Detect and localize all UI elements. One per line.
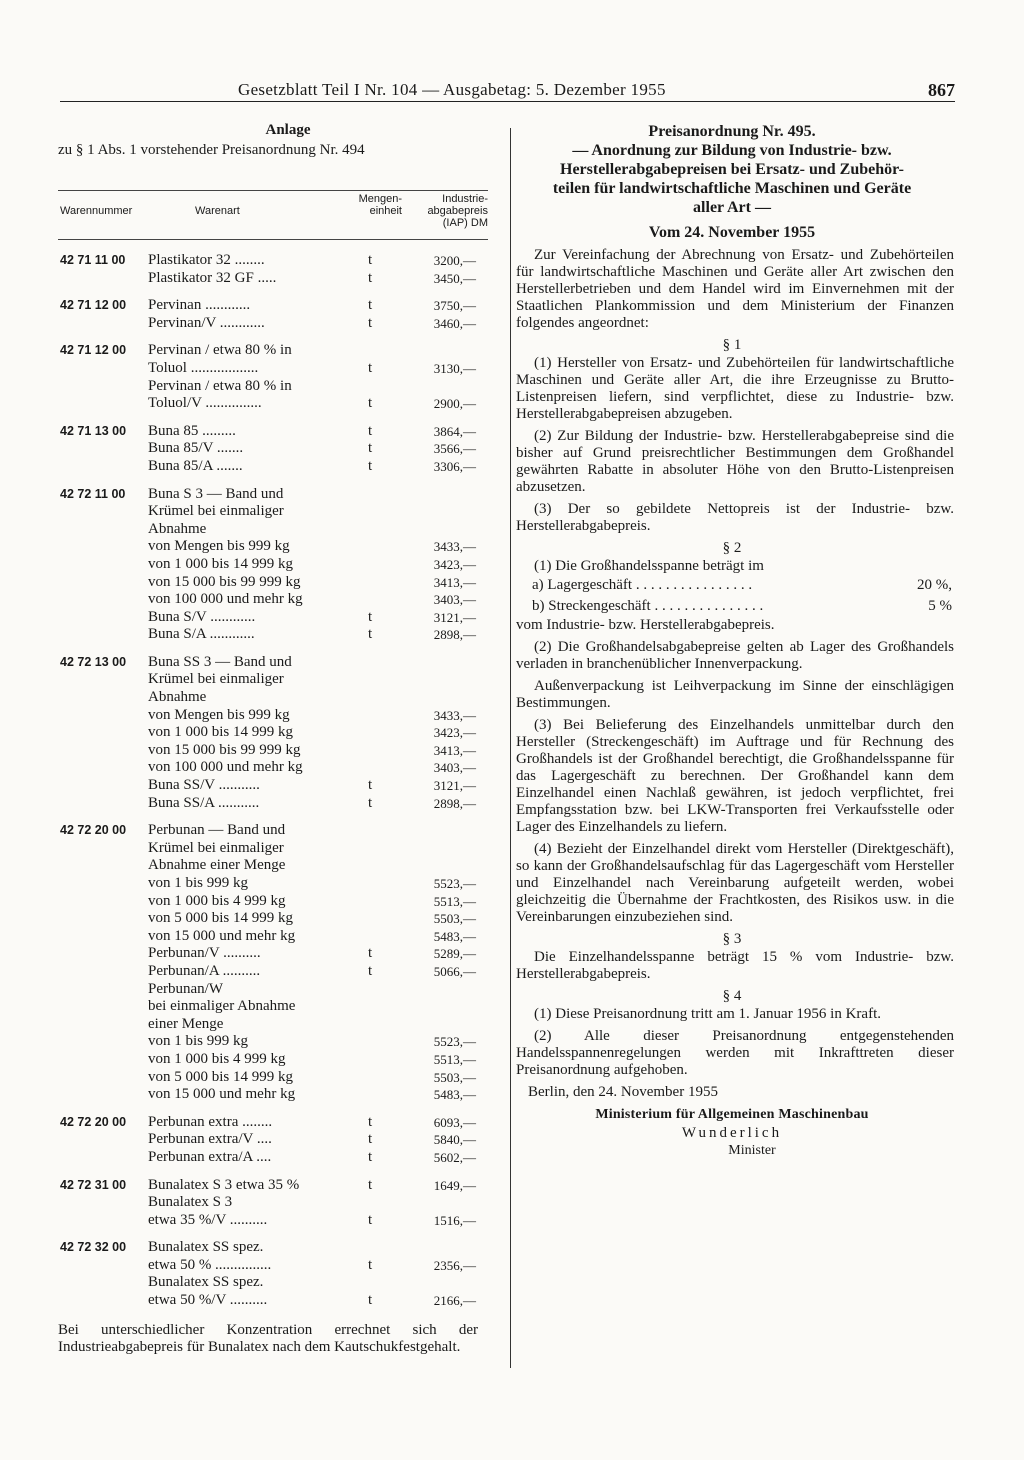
header-rule bbox=[60, 101, 955, 102]
item-unit: t bbox=[368, 1148, 373, 1165]
table-row bbox=[58, 440, 488, 458]
item-description: Perbunan extra/V .... bbox=[148, 1131, 272, 1148]
item-price: 3423,— bbox=[433, 725, 476, 741]
item-description: bei einmaliger Abnahme bbox=[148, 998, 296, 1015]
group-gap bbox=[58, 287, 488, 297]
table-row bbox=[58, 822, 488, 840]
item-description: von 15 000 und mehr kg bbox=[148, 927, 296, 944]
item-description: von 100 000 und mehr kg bbox=[148, 759, 303, 776]
table-row bbox=[58, 857, 488, 875]
item-price: 3450,— bbox=[433, 270, 476, 286]
table-row bbox=[58, 1239, 488, 1257]
item-description: Krümel bei einmaliger bbox=[148, 671, 284, 688]
item-price: 3403,— bbox=[433, 592, 476, 608]
anlage-column bbox=[58, 122, 488, 1355]
item-description: Abnahme bbox=[148, 520, 207, 537]
paragraph: (2) Zur Bildung der Industrie- bzw. Herstellerabgabepreise sind die bisher auf Grund preisrechtlicher Bestimmungen dem Großhandel gewährten Rabatte in absoluter Höhe von den Brutto-Listenpreisen abzusetzen. bbox=[516, 428, 954, 495]
item-description: Pervinan / etwa 80 % in bbox=[148, 377, 292, 394]
item-price: 5523,— bbox=[433, 1034, 476, 1050]
anlage-subtitle: zu § 1 Abs. 1 vorstehender Preisanordnung Nr. 494 bbox=[58, 142, 365, 158]
item-description: etwa 50 % ............... bbox=[148, 1256, 272, 1273]
item-price: 3306,— bbox=[433, 458, 476, 474]
order-title-line: aller Art — bbox=[693, 199, 771, 216]
item-unit: t bbox=[368, 1176, 373, 1193]
table-row bbox=[58, 742, 488, 760]
item-description: Perbunan — Band und bbox=[148, 822, 286, 839]
table-row bbox=[58, 928, 488, 946]
item-price: 2898,— bbox=[433, 627, 476, 643]
item-code: 42 72 31 00 bbox=[60, 1177, 127, 1192]
paragraph: (2) Die Großhandelsabgabepreise gelten ab Lager des Großhandels verladen in branchenüblicher Innenverpackung. bbox=[516, 639, 954, 672]
order-title-line: Herstellerabgabepreisen bei Ersatz- und Zubehör- bbox=[560, 161, 904, 178]
col-preis: Industrie- abgabepreis (IAP) DM bbox=[427, 193, 488, 229]
table-row bbox=[58, 777, 488, 795]
section-heading: § 2 bbox=[722, 540, 742, 556]
item-price: 5840,— bbox=[433, 1132, 476, 1148]
table-row bbox=[58, 759, 488, 777]
group-gap bbox=[58, 1229, 488, 1239]
item-description: von 1 000 bis 14 999 kg bbox=[148, 724, 294, 741]
item-price: 5602,— bbox=[433, 1149, 476, 1165]
table-row bbox=[58, 1069, 488, 1087]
table-row bbox=[58, 1016, 488, 1034]
item-description: Buna S 3 — Band und bbox=[148, 485, 284, 502]
item-price: 3413,— bbox=[433, 742, 476, 758]
item-description: von 15 000 bis 99 999 kg bbox=[148, 573, 301, 590]
item-unit: t bbox=[368, 297, 373, 314]
item-price: 5513,— bbox=[433, 1051, 476, 1067]
table-row bbox=[58, 574, 488, 592]
group-gap bbox=[58, 332, 488, 342]
item-description: Buna SS 3 — Band und bbox=[148, 653, 292, 670]
order-column bbox=[510, 122, 954, 1159]
item-unit: t bbox=[368, 269, 373, 286]
section-heading: § 1 bbox=[722, 337, 742, 353]
item-price: 3121,— bbox=[433, 778, 476, 794]
item-description: von 15 000 bis 99 999 kg bbox=[148, 741, 301, 758]
table-row bbox=[58, 910, 488, 928]
item-unit: t bbox=[368, 359, 373, 376]
item-price: 1516,— bbox=[433, 1212, 476, 1228]
item-unit: t bbox=[368, 945, 373, 962]
item-description: Buna S/A ............ bbox=[148, 626, 255, 643]
item-unit: t bbox=[368, 457, 373, 474]
group-gap bbox=[58, 644, 488, 654]
item-price: 3433,— bbox=[433, 707, 476, 723]
table-row bbox=[58, 270, 488, 288]
table-row bbox=[58, 556, 488, 574]
table-header bbox=[58, 190, 488, 240]
item-description: Abnahme bbox=[148, 689, 207, 706]
item-unit: t bbox=[368, 1256, 373, 1273]
order-title-line: — Anordnung zur Bildung von Industrie- bzw. bbox=[572, 142, 892, 159]
table-row bbox=[58, 486, 488, 504]
item-code: 42 72 20 00 bbox=[60, 1114, 127, 1129]
table-row bbox=[58, 998, 488, 1016]
paragraph: (3) Der so gebildete Nettopreis ist der Industrie- bzw. Herstellerabgabepreis. bbox=[516, 501, 954, 534]
table-row bbox=[58, 1131, 488, 1149]
table-row bbox=[58, 875, 488, 893]
group-gap bbox=[58, 476, 488, 486]
item-unit: t bbox=[368, 440, 373, 457]
table-row bbox=[58, 1274, 488, 1292]
item-description: Abnahme einer Menge bbox=[148, 857, 286, 874]
item-description: Bunalatex SS spez. bbox=[148, 1274, 264, 1291]
group-gap bbox=[58, 1167, 488, 1177]
order-date: Vom 24. November 1955 bbox=[648, 224, 816, 241]
item-description: Toluol/V ............... bbox=[148, 395, 262, 412]
item-price: 5066,— bbox=[433, 963, 476, 979]
table-row bbox=[58, 981, 488, 999]
margin-item-strecke bbox=[532, 596, 954, 617]
item-description: einer Menge bbox=[148, 1015, 224, 1032]
item-description: von 5 000 bis 14 999 kg bbox=[148, 910, 294, 927]
running-title: Gesetzblatt Teil I Nr. 104 — Ausgabetag: 5. Dezember 1955 bbox=[238, 80, 666, 99]
item-description: Pervinan ............ bbox=[148, 297, 251, 314]
table-row bbox=[58, 671, 488, 689]
item-description: Perbunan extra/A .... bbox=[148, 1148, 272, 1165]
group-gap bbox=[58, 413, 488, 423]
paragraph: (1) Hersteller von Ersatz- und Zubehörteilen für landwirtschaftliche Maschinen und Geräte aller Art, die ihre Erzeugnisse zu Brutto-Listenpreisen liefern, sind verpflichtet, diese zu Industrie- bzw. Herstellerabgabepreisen abzugeben. bbox=[516, 355, 954, 422]
place-date: Berlin, den 24. November 1955 bbox=[528, 1084, 718, 1100]
item-code: 42 72 11 00 bbox=[60, 486, 126, 501]
item-price: 2898,— bbox=[433, 795, 476, 811]
item-description: von 100 000 und mehr kg bbox=[148, 591, 303, 608]
table-row bbox=[58, 360, 488, 378]
order-title-line: teilen für landwirtschaftliche Maschinen und Geräte bbox=[552, 180, 912, 197]
item-description: von 1 000 bis 14 999 kg bbox=[148, 555, 294, 572]
item-description: Bunalatex SS spez. bbox=[148, 1239, 264, 1256]
item-unit: t bbox=[368, 314, 373, 331]
section-heading: § 4 bbox=[722, 988, 742, 1004]
anlage-footnote: Bei unterschiedlicher Konzentration errechnet sich der Industrieabgabepreis für Bunalatex nach dem Kautschukfestgehalt. bbox=[58, 1322, 478, 1355]
table-row bbox=[58, 591, 488, 609]
anlage-title: Anlage bbox=[265, 122, 311, 138]
item-price: 3433,— bbox=[433, 539, 476, 555]
item-unit: t bbox=[368, 395, 373, 412]
item-description: von 5 000 bis 14 999 kg bbox=[148, 1068, 294, 1085]
item-price: 3750,— bbox=[433, 298, 476, 314]
item-price: 5483,— bbox=[433, 1087, 476, 1103]
table-row bbox=[58, 503, 488, 521]
item-price: 1649,— bbox=[433, 1177, 476, 1193]
item-unit: t bbox=[368, 1113, 373, 1130]
item-description: Pervinan / etwa 80 % in bbox=[148, 342, 292, 359]
item-code: 42 71 11 00 bbox=[60, 253, 126, 267]
table-row bbox=[58, 963, 488, 981]
item-description: Toluol .................. bbox=[148, 359, 259, 376]
group-gap bbox=[58, 1104, 488, 1114]
item-unit: t bbox=[368, 252, 373, 268]
table-row bbox=[58, 1149, 488, 1167]
item-unit: t bbox=[368, 1131, 373, 1148]
paragraph: Die Einzelhandelsspanne beträgt 15 % vom Industrie- bzw. Herstellerabgabepreis. bbox=[516, 949, 954, 982]
item-code: 42 72 32 00 bbox=[60, 1240, 127, 1255]
table-row bbox=[58, 342, 488, 360]
table-row bbox=[58, 840, 488, 858]
table-row bbox=[58, 252, 488, 270]
table-row bbox=[58, 297, 488, 315]
item-description: Buna 85/V ....... bbox=[148, 440, 244, 457]
item-description: von 15 000 und mehr kg bbox=[148, 1086, 296, 1103]
page-number: 867 bbox=[928, 80, 955, 100]
item-description: von 1 000 bis 4 999 kg bbox=[148, 892, 286, 909]
paragraph: (3) Bei Belieferung des Einzelhandels unmittelbar durch den Hersteller (Streckengeschäft) im Auftrage und für Rechnung des Großhandels ist der Großhandel berechtigt, die Großhandelsspanne für das Lagergeschäft zu berechnen. Der Großhandel kann dem Einzelhandel einen Nachlaß gewähren, ist jedoch verpflichtet, frei Empfangsstation bzw. bei LKW-Transporten frei Verkaufsstelle oder Lager des Einzelhandels zu liefern. bbox=[516, 717, 954, 835]
item-description: Perbunan/W bbox=[148, 980, 223, 997]
intro-paragraph: Zur Vereinfachung der Abrechnung von Ersatz- und Zubehörteilen für landwirtschaftliche Maschinen und Geräte aller Art zwischen den Herstellerbetrieben und dem Handel wird im Einvernehmen mit der Staatlichen Plankommission und dem Ministerium der Finanzen folgendes angeordnet: bbox=[516, 247, 954, 331]
table-row bbox=[58, 423, 488, 441]
item-code: 42 71 12 00 bbox=[60, 298, 127, 313]
paragraph: (1) Diese Preisanordnung tritt am 1. Januar 1956 in Kraft. bbox=[534, 1006, 881, 1022]
table-row bbox=[58, 724, 488, 742]
section-heading: § 3 bbox=[722, 931, 742, 947]
table-row bbox=[58, 1051, 488, 1069]
item-description: von Mengen bis 999 kg bbox=[148, 706, 290, 723]
item-price: 3121,— bbox=[433, 609, 476, 625]
item-description: Buna SS/V ........... bbox=[148, 777, 260, 794]
order-title-line: Preisanordnung Nr. 495. bbox=[648, 123, 816, 140]
item-description: Plastikator 32 ........ bbox=[148, 252, 265, 268]
item-unit: t bbox=[368, 1292, 373, 1309]
item-unit: t bbox=[368, 794, 373, 811]
table-row bbox=[58, 315, 488, 333]
table-row bbox=[58, 626, 488, 644]
item-price: 5513,— bbox=[433, 893, 476, 909]
item-code: 42 71 13 00 bbox=[60, 423, 127, 438]
item-description: von 1 000 bis 4 999 kg bbox=[148, 1050, 286, 1067]
item-price: 3566,— bbox=[433, 441, 476, 457]
paragraph: vom Industrie- bzw. Herstellerabgabepreis. bbox=[516, 617, 775, 633]
item-description: etwa 50 %/V .......... bbox=[148, 1292, 268, 1309]
table-row bbox=[58, 945, 488, 963]
item-description: Krümel bei einmaliger bbox=[148, 503, 284, 520]
table-row bbox=[58, 395, 488, 413]
table-row bbox=[58, 1177, 488, 1195]
col-mengeneinheit: Mengen- einheit bbox=[358, 193, 402, 217]
table-row bbox=[58, 609, 488, 627]
margin-item-value: 5 % bbox=[928, 598, 952, 614]
item-description: Buna S/V ............ bbox=[148, 608, 256, 625]
item-description: Pervinan/V ............ bbox=[148, 314, 265, 331]
item-code: 42 72 20 00 bbox=[60, 823, 127, 838]
table-row bbox=[58, 378, 488, 396]
table-row bbox=[58, 1194, 488, 1212]
col-warenart: Warenart bbox=[195, 205, 240, 217]
item-price: 6093,— bbox=[433, 1114, 476, 1130]
item-price: 3423,— bbox=[433, 556, 476, 572]
item-unit: t bbox=[368, 962, 373, 979]
item-price: 5523,— bbox=[433, 876, 476, 891]
table-row bbox=[58, 1257, 488, 1275]
table-row bbox=[58, 1086, 488, 1104]
item-price: 3864,— bbox=[433, 423, 476, 439]
item-description: Perbunan/V .......... bbox=[148, 945, 261, 962]
table-row bbox=[58, 707, 488, 725]
item-price: 3403,— bbox=[433, 760, 476, 776]
margin-item-label: b) Streckengeschäft . . . . . . . . . . . . . . . bbox=[532, 598, 764, 614]
item-unit: t bbox=[368, 626, 373, 643]
item-description: Perbunan/A .......... bbox=[148, 962, 261, 979]
item-description: von 1 bis 999 kg bbox=[148, 1033, 249, 1050]
item-description: Buna SS/A ........... bbox=[148, 794, 260, 811]
table-row bbox=[58, 1114, 488, 1132]
table-row bbox=[58, 689, 488, 707]
table-row bbox=[58, 654, 488, 672]
item-price: 3200,— bbox=[433, 253, 476, 268]
margin-item-lager bbox=[532, 575, 954, 596]
item-unit: t bbox=[368, 1211, 373, 1228]
item-description: von 1 bis 999 kg bbox=[148, 875, 249, 891]
item-description: etwa 35 %/V .......... bbox=[148, 1211, 268, 1228]
table-row bbox=[58, 1212, 488, 1230]
item-price: 3460,— bbox=[433, 315, 476, 331]
table-row bbox=[58, 1292, 488, 1310]
table-row bbox=[58, 893, 488, 911]
col-warennummer: Warennummer bbox=[60, 205, 133, 217]
price-table bbox=[58, 252, 488, 1310]
item-unit: t bbox=[368, 608, 373, 625]
paragraph: (4) Bezieht der Einzelhandel direkt vom Hersteller (Direktgeschäft), so kann der Großhandelsaufschlag für das Lagergeschäft vom Hersteller und Einzelhandel nach Vereinbarung aufgeteilt werden, wobei gleichzeitig die Übernahme der Frachtkosten, des Risikos usw. in die Vereinbarungen einzubeziehen sind. bbox=[516, 841, 954, 925]
item-unit: t bbox=[368, 777, 373, 794]
item-price: 2356,— bbox=[433, 1257, 476, 1273]
table-row bbox=[58, 538, 488, 556]
item-code: 42 72 13 00 bbox=[60, 654, 127, 669]
table-row bbox=[58, 458, 488, 476]
signer-title: Minister bbox=[728, 1143, 776, 1158]
item-description: Buna 85 ......... bbox=[148, 422, 236, 439]
signer-name: Wunderlich bbox=[681, 1125, 783, 1141]
table-row bbox=[58, 521, 488, 539]
item-code: 42 71 12 00 bbox=[60, 343, 127, 358]
paragraph: (1) Die Großhandelsspanne beträgt im bbox=[534, 558, 764, 574]
margin-item-label: a) Lagergeschäft . . . . . . . . . . . . . . . . bbox=[532, 577, 753, 593]
item-description: Bunalatex S 3 etwa 35 % bbox=[148, 1176, 300, 1193]
item-price: 2900,— bbox=[433, 396, 476, 412]
table-row bbox=[58, 795, 488, 813]
item-description: Plastikator 32 GF ..... bbox=[148, 269, 277, 286]
paragraph: (2) Alle dieser Preisanordnung entgegenstehenden Handelsspannenregelungen werden mit Inkrafttreten dieser Preisanordnung aufgehoben. bbox=[516, 1028, 954, 1078]
margin-item-value: 20 %, bbox=[917, 577, 952, 593]
group-gap bbox=[58, 812, 488, 822]
item-description: Buna 85/A ....... bbox=[148, 457, 243, 474]
item-description: Bunalatex S 3 bbox=[148, 1194, 233, 1211]
item-unit: t bbox=[368, 422, 373, 439]
item-price: 3130,— bbox=[433, 360, 476, 376]
order-title bbox=[510, 122, 954, 217]
item-price: 2166,— bbox=[433, 1293, 476, 1309]
ministry-name: Ministerium für Allgemeinen Maschinenbau bbox=[595, 1107, 869, 1122]
item-description: Krümel bei einmaliger bbox=[148, 839, 284, 856]
item-description: Perbunan extra ........ bbox=[148, 1113, 273, 1130]
item-price: 5503,— bbox=[433, 1069, 476, 1085]
item-description: von Mengen bis 999 kg bbox=[148, 538, 290, 555]
item-price: 5503,— bbox=[433, 911, 476, 927]
item-price: 3413,— bbox=[433, 574, 476, 590]
table-row bbox=[58, 1033, 488, 1051]
paragraph: Außenverpackung ist Leihverpackung im Sinne der einschlägigen Bestimmungen. bbox=[516, 678, 954, 711]
item-price: 5289,— bbox=[433, 946, 476, 962]
item-price: 5483,— bbox=[433, 928, 476, 944]
